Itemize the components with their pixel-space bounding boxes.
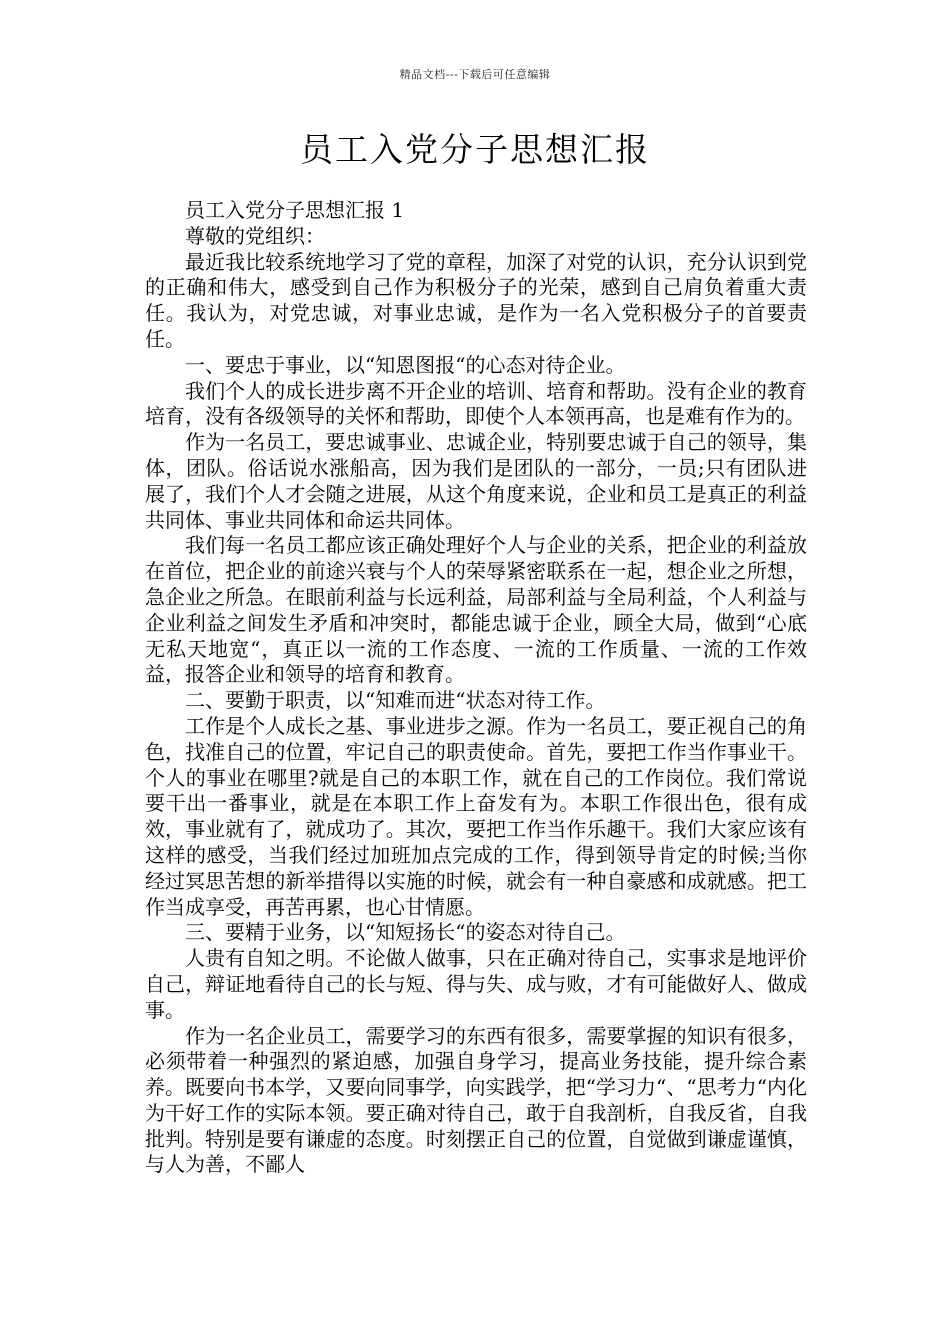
- paragraph: 我们个人的成长进步离不开企业的培训、培育和帮助。没有企业的教育培育，没有各级领导的关怀和帮助，即使个人本领再高，也是难有作为的。: [145, 378, 807, 429]
- header-note: 精品文档---下载后可任意编辑: [399, 68, 551, 81]
- paragraph-salutation: 尊敬的党组织：: [185, 223, 325, 248]
- section-heading-3: 三、要精于业务，以“知短扬长“的姿态对待自己。: [185, 920, 626, 945]
- section-heading-2: 二、要勤于职责，以“知难而进“状态对待工作。: [185, 688, 606, 713]
- document-title: 员工入党分子思想汇报: [300, 130, 650, 169]
- paragraph: 我们每一名员工都应该正确处理好个人与企业的关系，把企业的利益放在首位，把企业的前途兴衰与个人的荣辱紧密联系在一起，想企业之所想，急企业之所急。在眼前利益与长远利益，局部利益与全局利益，个人利益与企业利益之间发生矛盾和冲突时，都能忠诚于企业，顾全大局，做到“心底无私天地宽“，真正以一流的工作态度、一流的工作质量、一流的工作效益，报答企业和领导的培育和教育。: [145, 533, 807, 687]
- paragraph: 作为一名员工，要忠诚事业、忠诚企业，特别要忠诚于自己的领导，集体，团队。俗话说水涨船高，因为我们是团队的一部分，一员;只有团队进展了，我们个人才会随之进展，从这个角度来说，企业和员工是真正的利益共同体、事业共同体和命运共同体。: [145, 430, 807, 532]
- document-body: [145, 198, 807, 1178]
- paragraph: 作为一名企业员工，需要学习的东西有很多，需要掌握的知识有很多，必须带着一种强烈的紧迫感，加强自身学习，提高业务技能，提升综合素养。既要向书本学，又要向同事学，向实践学，把“学习力“、“思考力“内化为干好工作的实际本领。要正确对待自己，敢于自我剖析，自我反省，自我批判。特别是要有谦虚的态度。时刻摆正自己的位置，自觉做到谦虚谨慎，与人为善，不鄙人: [145, 1023, 807, 1177]
- paragraph: 最近我比较系统地学习了党的章程，加深了对党的认识，充分认识到党的正确和伟大，感受到自己作为积极分子的光荣，感到自己肩负着重大责任。我认为，对党忠诚，对事业忠诚，是作为一名入党积极分子的首要责任。: [145, 249, 807, 351]
- paragraph-subtitle: 员工入党分子思想汇报 1: [185, 198, 405, 222]
- paragraph: 工作是个人成长之基、事业进步之源。作为一名员工，要正视自己的角色，找准自己的位置，牢记自己的职责使命。首先，要把工作当作事业干。个人的事业在哪里?就是自己的本职工作，就在自己的工作岗位。我们常说要干出一番事业，就是在本职工作上奋发有为。本职工作很出色，很有成效，事业就有了，就成功了。其次，要把工作当作乐趣干。我们大家应该有这样的感受，当我们经过加班加点完成的工作，得到领导肯定的时候;当你经过冥思苦想的新举措得以实施的时候，就会有一种自豪感和成就感。把工作当成享受，再苦再累，也心甘情愿。: [145, 713, 807, 919]
- section-heading-1: 一、要忠于事业，以“知恩图报“的心态对待企业。: [185, 352, 626, 377]
- paragraph: 人贵有自知之明。不论做人做事，只在正确对待自己，实事求是地评价自己，辩证地看待自己的长与短、得与失、成与败，才有可能做好人、做成事。: [145, 946, 807, 1022]
